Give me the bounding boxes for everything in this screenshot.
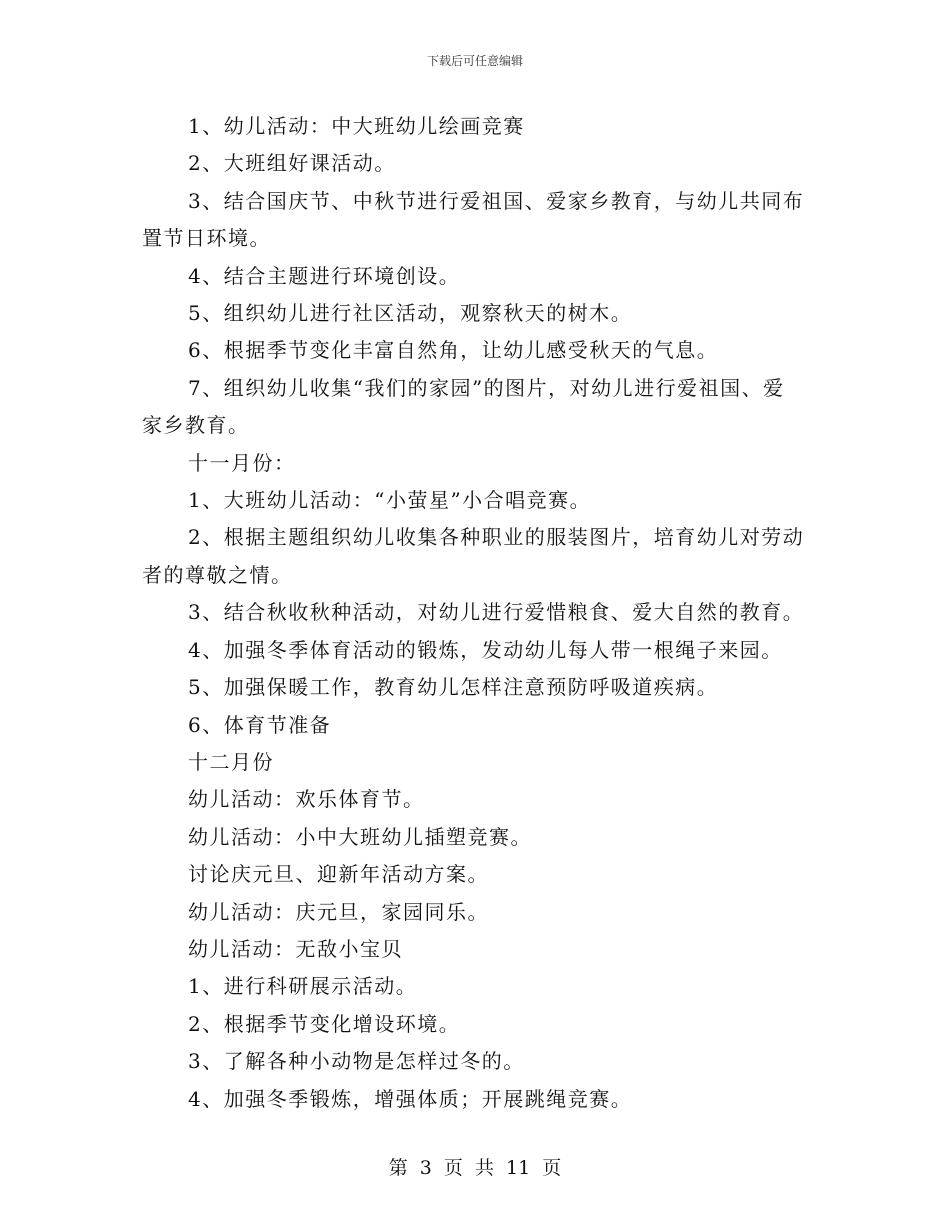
text-line: 者的尊敬之情。 xyxy=(142,562,293,587)
text-line: 2、根据季节变化增设环境。 xyxy=(188,1011,461,1036)
text-line: 幼儿活动：小中大班幼儿插塑竞赛。 xyxy=(188,824,532,849)
text-line: 4、结合主题进行环境创设。 xyxy=(188,263,461,288)
text-line: 置节日环境。 xyxy=(142,226,271,251)
text-line: 5、组织幼儿进行社区活动，观察秋天的树木。 xyxy=(188,301,633,326)
section-heading-december: 十二月份 xyxy=(188,749,274,774)
text-line: 4、加强冬季体育活动的锻炼，发动幼儿每人带一根绳子来园。 xyxy=(188,637,783,662)
text-line: 6、根据季节变化丰富自然角，让幼儿感受秋天的气息。 xyxy=(188,338,719,363)
text-line: 1、进行科研展示活动。 xyxy=(188,974,418,999)
text-line: 6、体育节准备 xyxy=(188,712,332,737)
text-line: 1、幼儿活动：中大班幼儿绘画竞赛 xyxy=(188,114,525,138)
document-body xyxy=(142,108,810,1118)
text-line: 2、根据主题组织幼儿收集各种职业的服装图片，培育幼儿对劳动 xyxy=(188,525,805,550)
text-line: 幼儿活动：无敌小宝贝 xyxy=(188,936,403,961)
text-line: 3、结合国庆节、中秋节进行爱祖国、爱家乡教育，与幼儿共同布 xyxy=(188,188,805,213)
text-line: 4、加强冬季锻炼，增强体质；开展跳绳竞赛。 xyxy=(188,1086,633,1111)
text-line: 5、加强保暖工作，教育幼儿怎样注意预防呼吸道疾病。 xyxy=(188,675,719,700)
text-line: 家乡教育。 xyxy=(142,413,250,438)
text-line: 2、大班组好课活动。 xyxy=(188,151,396,176)
section-heading-november: 十一月份： xyxy=(188,450,296,475)
text-line: 讨论庆元旦、迎新年活动方案。 xyxy=(188,862,489,887)
text-line: 1、大班幼儿活动：“小萤星”小合唱竞赛。 xyxy=(188,488,592,513)
text-line: 3、了解各种小动物是怎样过冬的。 xyxy=(188,1049,525,1074)
page-number-footer: 第 3 页 共 11 页 xyxy=(388,1157,562,1179)
text-line: 幼儿活动：庆元旦，家园同乐。 xyxy=(188,899,489,924)
page-header-note: 下载后可任意编辑 xyxy=(426,54,523,68)
text-line: 7、组织幼儿收集“我们的家园”的图片，对幼儿进行爱祖国、爱 xyxy=(188,375,785,400)
text-line: 幼儿活动：欢乐体育节。 xyxy=(188,787,425,812)
text-line: 3、结合秋收秋种活动，对幼儿进行爱惜粮食、爱大自然的教育。 xyxy=(188,600,805,625)
